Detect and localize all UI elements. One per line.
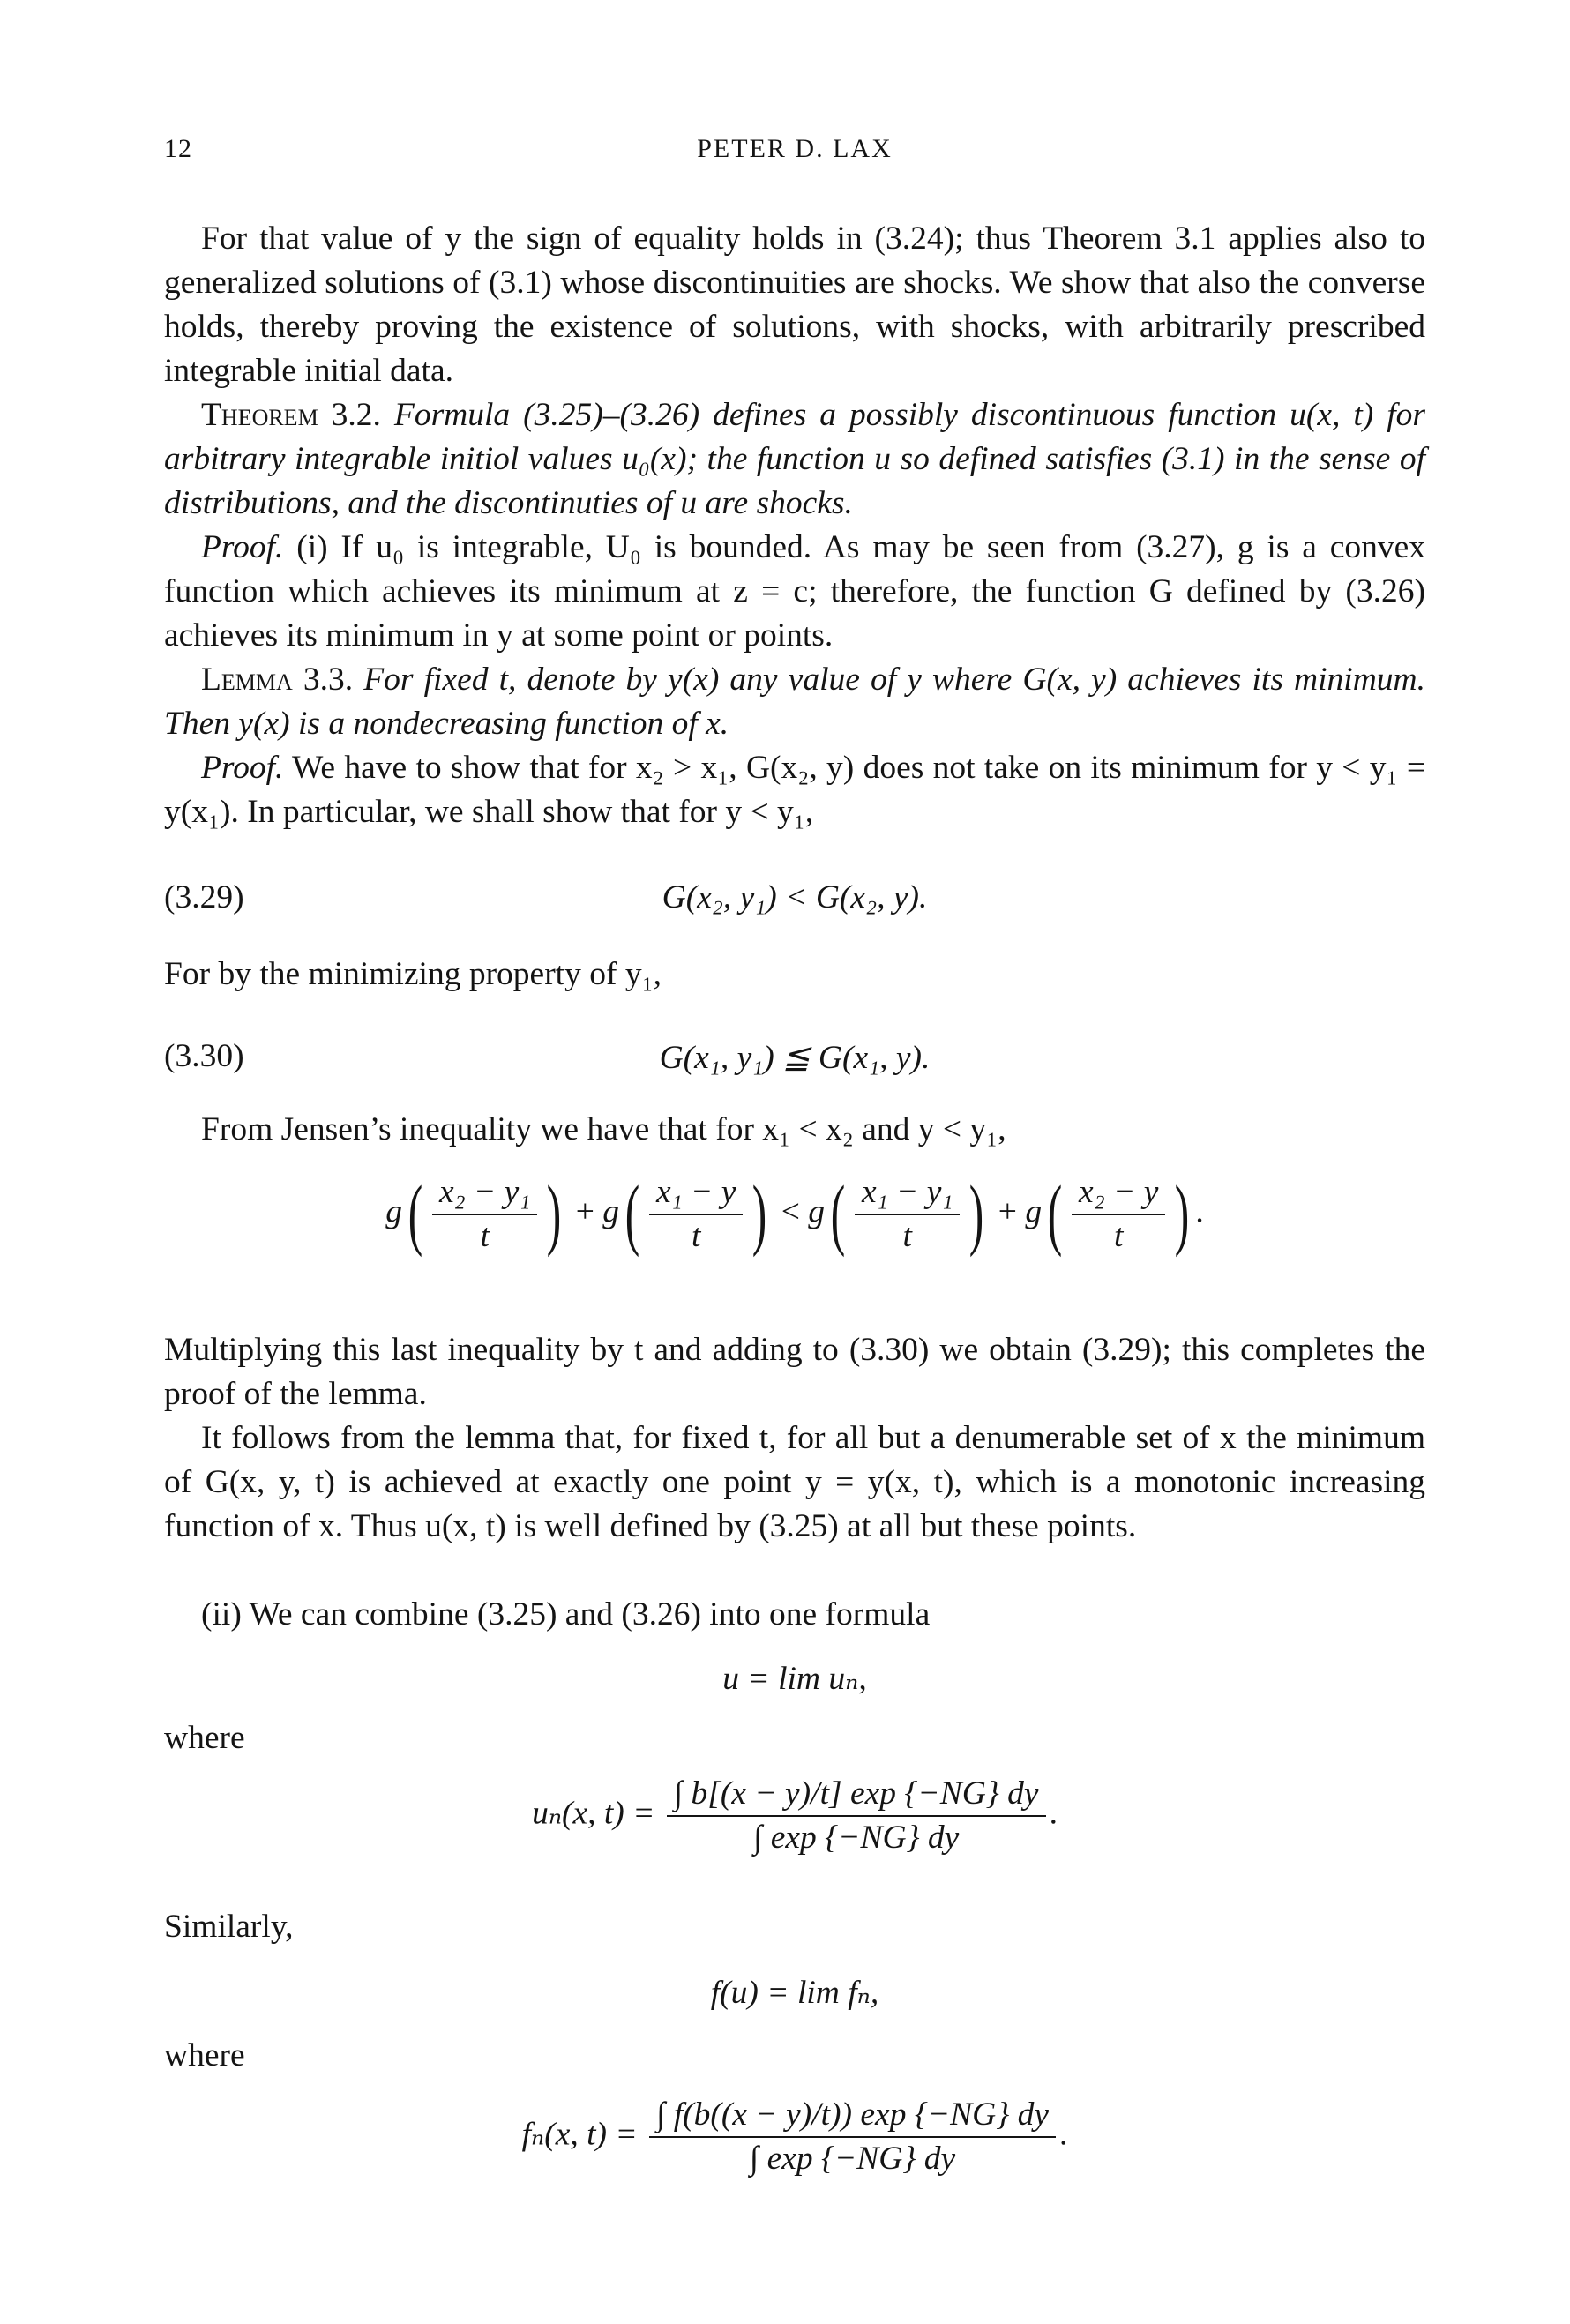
fraction <box>649 1173 743 1256</box>
denominator: ∫ exp {−NG} dy <box>749 2141 956 2177</box>
proof-label: Proof. <box>201 529 284 565</box>
plus-sign: + <box>575 1193 594 1230</box>
fraction <box>432 1173 537 1256</box>
equation-3-29 <box>164 878 1425 916</box>
theorem-3-2 <box>164 393 1425 526</box>
equation-f-limit <box>164 1972 1425 2012</box>
equation-lhs: fₙ(x, t) = <box>521 2116 638 2153</box>
fraction <box>649 2096 1056 2178</box>
denominator: t <box>691 1218 701 1254</box>
equation-u-limit <box>164 1658 1425 1698</box>
where-label: where <box>164 2037 245 2074</box>
jensen-inequality: g( $\frac{\text{x₂ − y₁}}{t}$ ) + g( $\frac{\text{x₁ − y}}{t}$ ) < g( $\frac{\text{x₁ − y₁}}{t}$ ) + g( $\frac{\text{x₂ − y}}{t}$ ) . <box>385 1170 1204 1258</box>
denominator: t <box>902 1218 912 1254</box>
plus-sign: + <box>998 1193 1017 1230</box>
equation-number-3-29: (3.29) <box>164 879 244 915</box>
equation-formula: G(x₁, y₁) ≦ G(x₁, y). <box>659 1040 931 1076</box>
lemma-text: For fixed t, denote by y(x) any value of y where G(x, y) achieves its minimum. Then y(x) is a nondecreasing function of x. <box>164 661 1425 742</box>
equation-3-30 <box>164 1037 1425 1077</box>
period: . <box>1058 2116 1068 2153</box>
theorem-text: Formula (3.25)–(3.26) defines a possibly discontinuous function u(x, t) for arbitrary integrable initiol values u₀(x); the function u so defined satisfies (3.1) in the sense of distributions, and the discontinuties of u are shocks. <box>164 397 1425 521</box>
lemma-label: Lemma 3.3. <box>201 661 354 698</box>
numerator: ∫ f(b((x − y)/t)) exp {−NG} dy <box>649 2096 1056 2138</box>
period: . <box>1049 1795 1058 1832</box>
paragraph-multiplying: Multiplying this last inequality by t and adding to (3.30) we obtain (3.29); this completes the proof of the lemma. <box>164 1332 1425 1412</box>
less-than-sign: < <box>781 1193 800 1230</box>
theorem-label: Theorem 3.2. <box>201 397 381 433</box>
paragraph-part-ii: (ii) We can combine (3.25) and (3.26) into one formula <box>201 1596 931 1633</box>
fraction <box>855 1173 960 1256</box>
proof-label: Proof. <box>201 750 284 786</box>
proof-part-i <box>164 526 1425 658</box>
equation-lhs: uₙ(x, t) = <box>532 1795 655 1832</box>
fraction <box>667 1775 1046 1857</box>
numerator: ∫ b[(x − y)/t] exp {−NG} dy <box>667 1775 1046 1817</box>
page-number: 12 <box>164 134 192 163</box>
denominator: t <box>480 1218 490 1254</box>
function-g: g <box>1025 1193 1043 1230</box>
where-label: where <box>164 1720 245 1756</box>
page-header <box>164 134 1425 178</box>
paragraph-intro: For that value of y the sign of equality holds in (3.24); thus Theorem 3.1 applies also to generalized solutions of (3.1) whose discontinuities are shocks. We show that also the converse holds, thereby proving the existence of solutions, with shocks, with arbitrarily prescribed integrable initial data. <box>164 220 1425 389</box>
similarly-label: Similarly, <box>164 1909 294 1945</box>
running-head: PETER D. LAX <box>697 134 893 163</box>
paragraph-minimizing: For by the minimizing property of y₁, <box>164 956 662 992</box>
numerator: x₁ − y <box>649 1173 743 1215</box>
denominator: t <box>1114 1218 1124 1254</box>
proof-text: (i) If u₀ is integrable, U₀ is bounded. As may be seen from (3.27), g is a convex function which achieves its minimum at z = c; therefore, the function G defined by (3.26) achieves its minimum in y at some point or points. <box>164 529 1425 654</box>
fraction <box>1072 1173 1165 1256</box>
proof-text: We have to show that for x₂ > x₁, G(x₂, y) does not take on its minimum for y < y₁ = y(x₁). In particular, we shall show that for y < y₁, <box>164 750 1425 830</box>
equation-formula: f(u) = lim fₙ, <box>710 1975 879 2011</box>
paragraph-jensen: From Jensen’s inequality we have that for x₁ < x₂ and y < y₁, <box>201 1111 1006 1147</box>
function-g: g <box>385 1193 402 1230</box>
equation-number-3-30: (3.30) <box>164 1038 244 1074</box>
paragraph-follows: It follows from the lemma that, for fixed t, for all but a denumerable set of x the minimum of G(x, y, t) is achieved at exactly one point y = y(x, t), which is a monotonic increasing function of x. Thus u(x, t) is well defined by (3.25) at all but these points. <box>164 1420 1425 1544</box>
numerator: x₂ − y₁ <box>432 1173 537 1215</box>
denominator: ∫ exp {−NG} dy <box>753 1820 960 1856</box>
equation-formula: u = lim uₙ, <box>722 1661 867 1697</box>
numerator: x₂ − y <box>1072 1173 1165 1215</box>
equation-f-n <box>164 2096 1425 2178</box>
numerator: x₁ − y₁ <box>855 1173 960 1215</box>
period: . <box>1195 1193 1204 1230</box>
lemma-3-3 <box>164 658 1425 746</box>
proof-of-lemma <box>164 746 1425 834</box>
function-g: g <box>808 1193 826 1230</box>
equation-formula: G(x₂, y₁) < G(x₂, y). <box>662 879 928 915</box>
function-g: g <box>602 1193 619 1230</box>
equation-u-n <box>164 1775 1425 1857</box>
